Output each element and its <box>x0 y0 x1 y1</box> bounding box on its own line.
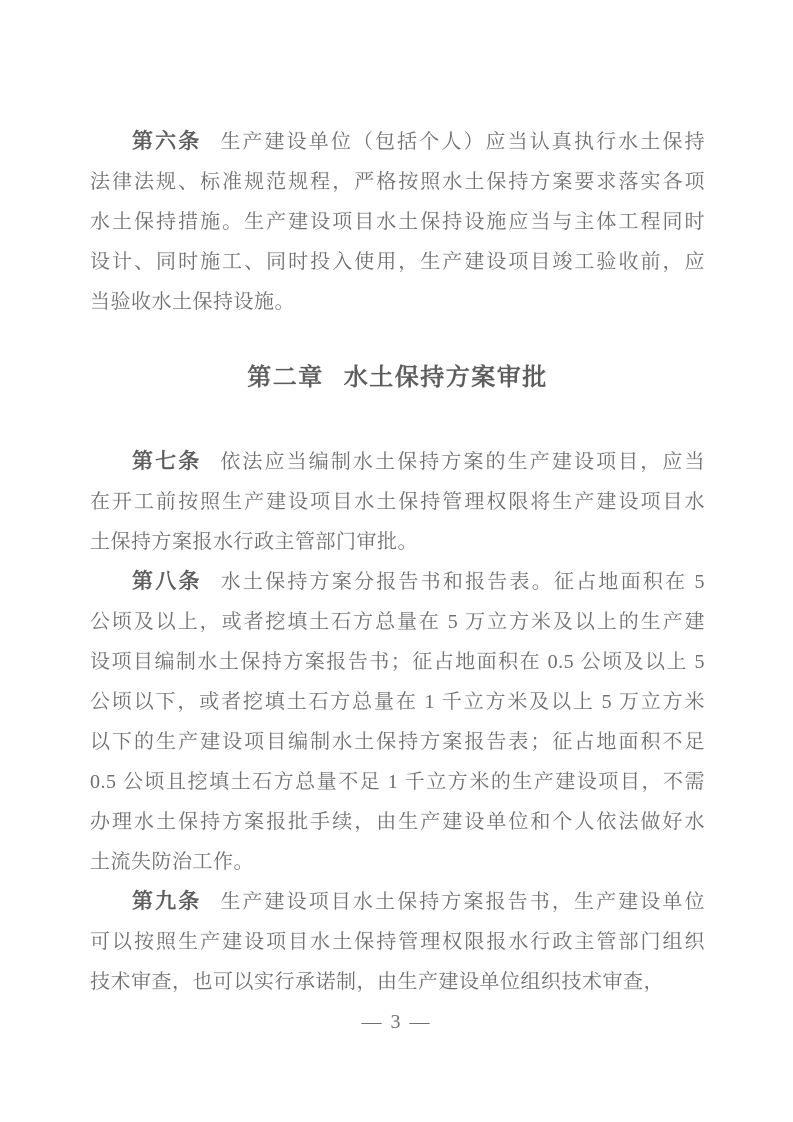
text-line <box>90 882 705 922</box>
text-line: 技术审查，也可以实行承诺制，由生产建设单位组织技术审查， <box>90 971 664 993</box>
article-number: 第九条 <box>132 890 202 913</box>
article-number: 第六条 <box>132 130 202 153</box>
document-body <box>90 122 705 1002</box>
article-text: 水土保持方案分报告书和报告表。征占地面积在 5 <box>220 571 706 593</box>
text-line: 法律法规、标准规范规程，严格按照水土保持方案要求落实各项 <box>90 171 705 193</box>
article-text: 生产建设项目水土保持方案报告书，生产建设单位 <box>220 891 705 913</box>
page-number: — 3 — <box>361 1011 432 1033</box>
chapter-heading <box>90 358 705 398</box>
text-line: 设项目编制水土保持方案报告书；征占地面积在 0.5 公顷及以上 5 <box>90 651 705 673</box>
article-number: 第八条 <box>132 570 202 593</box>
text-line: 在开工前按照生产建设项目水土保持管理权限将生产建设项目水 <box>90 491 705 513</box>
chapter-number: 第二章 <box>247 364 324 391</box>
text-line <box>90 562 705 602</box>
text-line: 可以按照生产建设项目水土保持管理权限报水行政主管部门组织 <box>90 931 705 953</box>
text-line: 以下的生产建设项目编制水土保持方案报告表；征占地面积不足 <box>90 731 705 753</box>
article-9-paragraph <box>90 882 705 1002</box>
article-text: 生产建设单位（包括个人）应当认真执行水土保持 <box>220 131 705 153</box>
text-line: 土流失防治工作。 <box>90 851 254 873</box>
text-line: 公顷以下，或者挖填土石方总量在 1 千立方米及以上 5 万立方米 <box>90 691 705 713</box>
text-line: 0.5 公顷且挖填土石方总量不足 1 千立方米的生产建设项目，不需 <box>90 771 705 793</box>
article-8-paragraph <box>90 562 705 882</box>
article-text: 依法应当编制水土保持方案的生产建设项目，应当 <box>220 451 705 473</box>
text-line: 当验收水土保持设施。 <box>90 291 295 313</box>
text-line <box>90 122 705 162</box>
text-line: 公顷及以上，或者挖填土石方总量在 5 万立方米及以上的生产建 <box>90 611 705 633</box>
text-line: 土保持方案报水行政主管部门审批。 <box>90 531 418 553</box>
chapter-title: 水土保持方案审批 <box>343 364 548 391</box>
article-6-paragraph <box>90 122 705 322</box>
article-7-paragraph <box>90 442 705 562</box>
text-line: 设计、同时施工、同时投入使用，生产建设项目竣工验收前，应 <box>90 251 705 273</box>
text-line: 水土保持措施。生产建设项目水土保持设施应当与主体工程同时 <box>90 211 705 233</box>
text-line: 办理水土保持方案报批手续，由生产建设单位和个人依法做好水 <box>90 811 705 833</box>
article-number: 第七条 <box>132 450 202 473</box>
text-line <box>90 442 705 482</box>
